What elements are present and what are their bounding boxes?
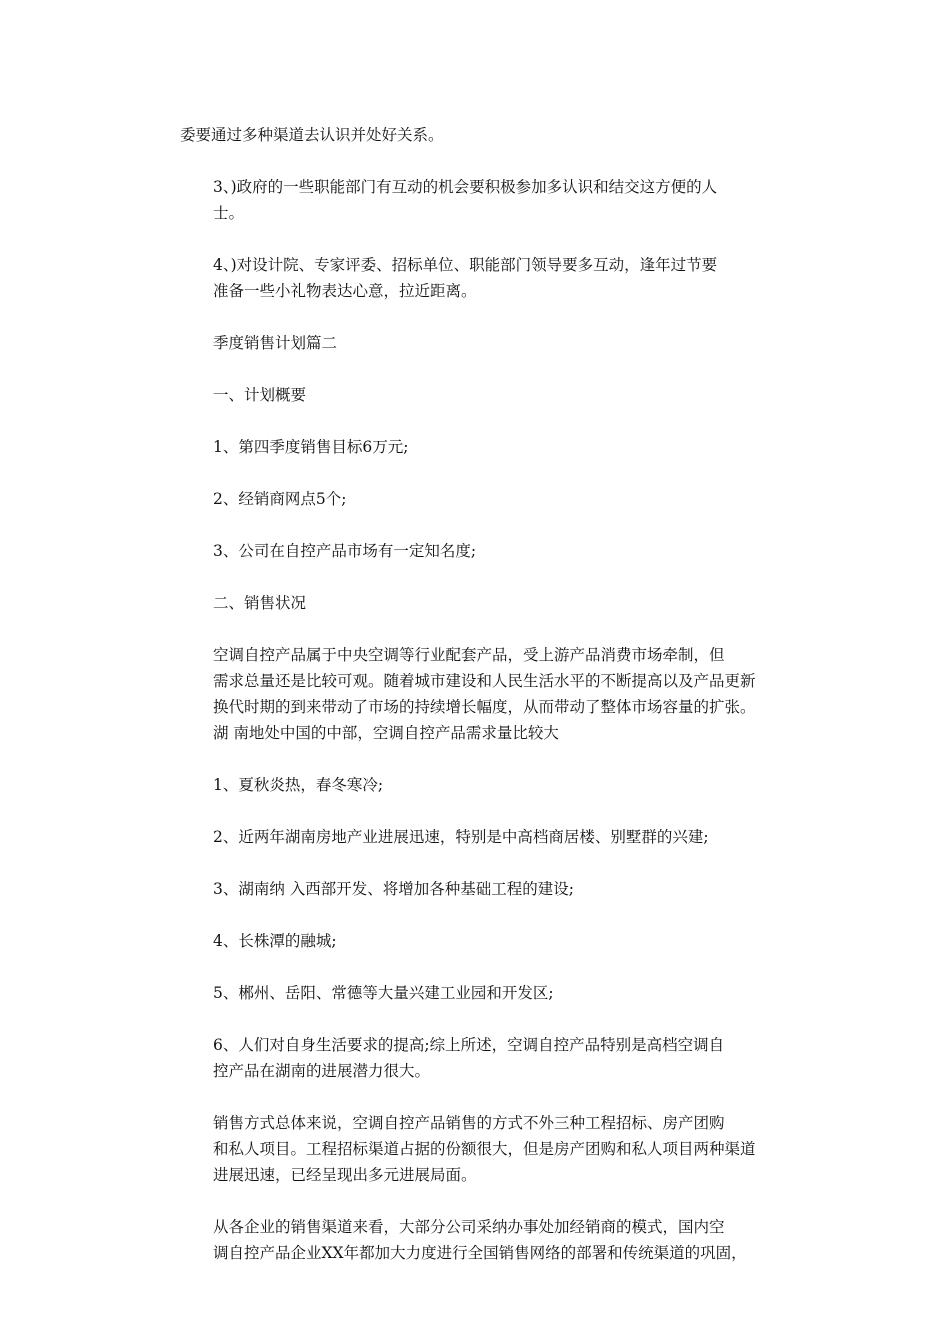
text-line: 士。: [213, 204, 245, 222]
paragraph: [180, 980, 772, 1006]
text-line: 控产品在湖南的进展潜力很大。: [213, 1062, 431, 1080]
text-line: 3、公司在自控产品市场有一定知名度;: [213, 542, 477, 560]
paragraph: [180, 876, 772, 902]
text-line: 1、第四季度销售目标6万元;: [213, 438, 409, 456]
text-line: 季度销售计划篇二: [213, 334, 338, 352]
paragraph: [180, 1110, 772, 1188]
text-line: 5、郴州、岳阳、常德等大量兴建工业园和开发区;: [213, 984, 554, 1002]
text-line: 6、人们对自身生活要求的提高;综上所述，空调自控产品特别是高档空调自: [213, 1036, 725, 1054]
text-line: 和私人项目。工程招标渠道占据的份额很大，但是房产团购和私人项目两种渠道: [213, 1140, 756, 1158]
text-line: 1、夏秋炎热，春冬寒冷;: [213, 776, 384, 794]
text-line: 销售方式总体来说，空调自控产品销售的方式不外三种工程招标、房产团购: [213, 1114, 725, 1132]
text-line: 一、计划概要: [213, 386, 307, 404]
text-line: 委要通过多种渠道去认识并处好关系。: [180, 126, 444, 144]
paragraph: [180, 1032, 772, 1084]
document-page: [180, 122, 772, 1292]
paragraph: [180, 590, 772, 616]
paragraph: [180, 486, 772, 512]
paragraph: [180, 122, 772, 148]
paragraph: [180, 434, 772, 460]
paragraph: [180, 538, 772, 564]
paragraph: [180, 382, 772, 408]
text-line: 湖 南地处中国的中部，空调自控产品需求量比较大: [213, 724, 559, 742]
paragraph: [180, 1214, 772, 1266]
text-line: 2、经销商网点5个;: [213, 490, 347, 508]
text-line: 二、销售状况: [213, 594, 307, 612]
paragraph: [180, 824, 772, 850]
text-line: 4、长株潭的融城;: [213, 932, 337, 950]
paragraph: [180, 772, 772, 798]
text-line: 空调自控产品属于中央空调等行业配套产品，受上游产品消费市场牵制，但: [213, 646, 725, 664]
text-line: 3、湖南纳 入西部开发、将增加各种基础工程的建设;: [213, 880, 575, 898]
text-line: 2、近两年湖南房地产业进展迅速，特别是中高档商居楼、别墅群的兴建;: [213, 828, 709, 846]
paragraph: [180, 928, 772, 954]
text-line: 3、)政府的一些职能部门有互动的机会要积极参加多认识和结交这方便的人: [213, 178, 718, 196]
paragraph: [180, 252, 772, 304]
text-line: 进展迅速，已经呈现出多元进展局面。: [213, 1166, 477, 1184]
text-line: 准备一些小礼物表达心意，拉近距离。: [213, 282, 477, 300]
paragraph: [180, 174, 772, 226]
text-line: 从各企业的销售渠道来看，大部分公司采纳办事处加经销商的模式，国内空: [213, 1218, 725, 1236]
text-line: 换代时期的到来带动了市场的持续增长幅度，从而带动了整体市场容量的扩张。: [213, 698, 756, 716]
text-line: 4、)对设计院、专家评委、招标单位、职能部门领导要多互动，逢年过节要: [213, 256, 718, 274]
paragraph: [180, 642, 772, 746]
paragraph: [180, 330, 772, 356]
text-line: 调自控产品企业XX年都加大力度进行全国销售网络的部署和传统渠道的巩固，: [213, 1244, 747, 1262]
text-line: 需求总量还是比较可观。随着城市建设和人民生活水平的不断提高以及产品更新: [213, 672, 756, 690]
